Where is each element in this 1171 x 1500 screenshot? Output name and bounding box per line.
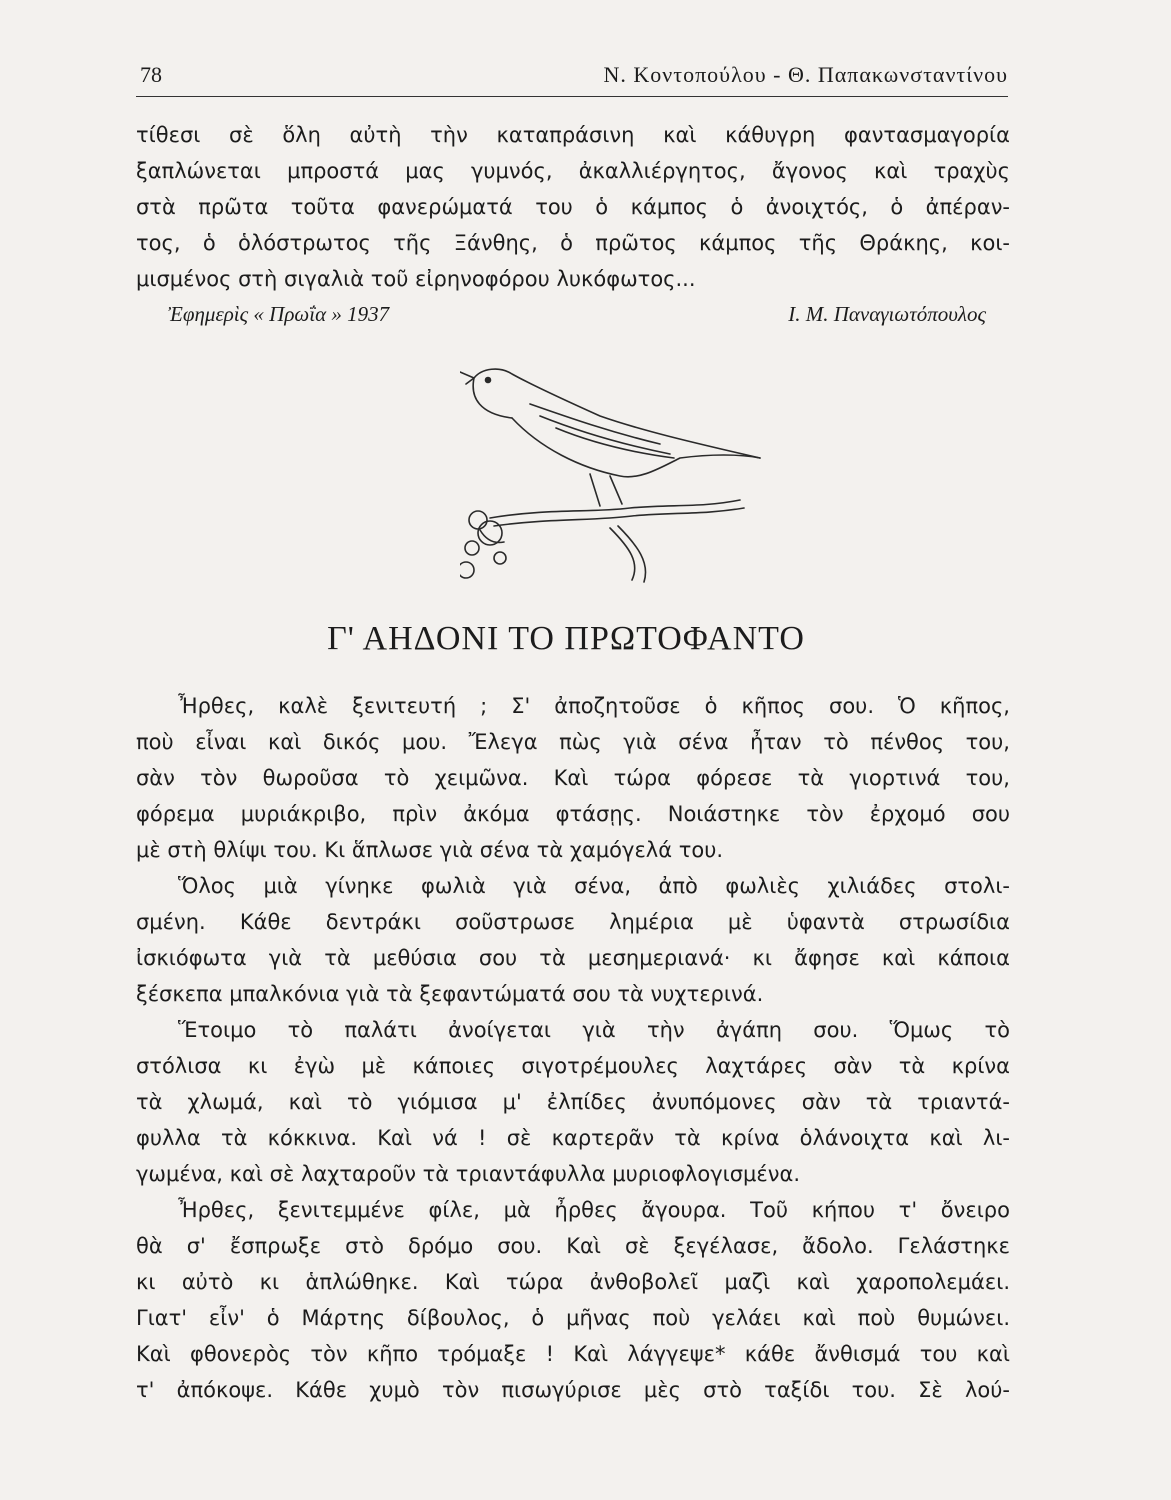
excerpt-line: τος, ὁ ὁλόστρωτος τῆς Ξάνθης, ὁ πρῶτος κάμπος τῆς Θράκης, κοι- [136, 231, 1010, 255]
body-line: γωμένα, καὶ σὲ λαχταροῦν τὰ τριαντάφυλλα μυριοφλογισμένα. [136, 1162, 801, 1186]
excerpt-line: στὰ πρῶτα τοῦτα φανερώματά του ὁ κάμπος ὁ ἀνοιχτός, ὁ ἀπέραν- [136, 195, 1010, 219]
body-line: κι αὐτὸ κι ἁπλώθηκε. Καὶ τώρα ἀνθοβολεῖ μαζὶ καὶ χαροπολεμάει. [136, 1270, 1010, 1294]
body-line: μὲ στὴ θλίψι του. Κι ἅπλωσε γιὰ σένα τὰ χαμόγελά του. [136, 838, 724, 862]
header-rule [136, 96, 1008, 97]
citation-author: Ι. Μ. Παναγιωτόπουλος [788, 302, 986, 326]
body-line: φόρεμα μυριάκριβο, πρὶν ἀκόμα φτάσῃς. Νοιάστηκε τὸν ἐρχομό σου [136, 802, 1010, 826]
excerpt-paragraph [136, 117, 1010, 297]
body-line: θὰ σ' ἔσπρωξε στὸ δρόμο σου. Καὶ σὲ ξεγέλασε, ἄδολο. Γελάστηκε [136, 1234, 1010, 1258]
chapter-title: Γ' ΑΗΔΟΝΙ ΤΟ ΠΡΩΤΟΦΑΝΤΟ [327, 620, 805, 657]
excerpt-line: τίθεσι σὲ ὅλη αὐτὴ τὴν καταπράσινη καὶ κάθυγρη φαντασμαγορία [136, 123, 1010, 147]
body-line: τὰ χλωμά, καὶ τὸ γιόμισα μ' ἐλπίδες ἀνυπόμονες σὰν τὰ τριαντά- [136, 1090, 1010, 1114]
nightingale-illustration [460, 358, 780, 590]
excerpt-line: μισμένος στὴ σιγαλιὰ τοῦ εἰρηνοφόρου λυκόφωτος... [136, 267, 696, 291]
body-line: Ἦρθες, ξενιτεμμένε φίλε, μὰ ἦρθες ἄγουρα. Τοῦ κήπου τ' ὄνειρο [178, 1198, 1010, 1222]
body-line: ξέσκεπα μπαλκόνια γιὰ τὰ ξεφαντώματά σου τὰ νυχτερινά. [136, 982, 764, 1006]
body-line: Ὅλος μιὰ γίνηκε φωλιὰ γιὰ σένα, ἀπὸ φωλιὲς χιλιάδες στολι- [178, 874, 1010, 898]
body-line: Ἕτοιμο τὸ παλάτι ἀνοίγεται γιὰ τὴν ἀγάπη σου. Ὅμως τὸ [178, 1018, 1010, 1042]
body-line: σὰν τὸν θωροῦσα τὸ χειμῶνα. Καὶ τώρα φόρεσε τὰ γιορτινά του, [136, 766, 1010, 790]
body-line: Ἦρθες, καλὲ ξενιτευτή ; Σ' ἀποζητοῦσε ὁ κῆπος σου. Ὁ κῆπος, [178, 694, 1010, 718]
body-line: φυλλα τὰ κόκκινα. Καὶ νά ! σὲ καρτερᾶν τὰ κρίνα ὁλάνοιχτα καὶ λι- [136, 1126, 1010, 1150]
body-line: Καὶ φθονερὸς τὸν κῆπο τρόμαξε ! Καὶ λάγγεψε* κάθε ἄνθισμά του καὶ [136, 1342, 1010, 1366]
body-line: τ' ἀπόκοψε. Κάθε χυμὸ τὸν πισωγύρισε μὲς στὸ ταξίδι του. Σὲ λού- [136, 1378, 1010, 1402]
body-line: ποὺ εἶναι καὶ δικός μου. Ἔλεγα πὼς γιὰ σένα ἦταν τὸ πένθος του, [136, 730, 1010, 754]
running-title: Ν. Κοντοπούλου - Θ. Παπακωνσταντίνου [603, 62, 1008, 87]
excerpt-line: ξαπλώνεται μπροστά μας γυμνός, ἀκαλλιέργητος, ἄγονος καὶ τραχὺς [136, 159, 1010, 183]
page-number: 78 [140, 62, 162, 87]
body-line: ἰσκιόφωτα γιὰ τὰ μεθύσια σου τὰ μεσημεριανά· κι ἄφησε καὶ κάποια [136, 946, 1010, 970]
body-line: σμένη. Κάθε δεντράκι σοῦστρωσε λημέρια μὲ ὑφαντὰ στρωσίδια [136, 910, 1010, 934]
excerpt-citation [136, 300, 986, 332]
citation-source: Ἐφημερὶς « Πρωΐα » 1937 [168, 302, 390, 326]
page-header [136, 58, 1008, 94]
body-line: Γιατ' εἶν' ὁ Μάρτης δίβουλος, ὁ μῆνας ποὺ γελάει καὶ ποὺ θυμώνει. [136, 1306, 1010, 1330]
body-line: στόλισα κι ἐγὼ μὲ κάποιες σιγοτρέμουλες λαχτάρες σὰν τὰ κρίνα [136, 1054, 1010, 1078]
body-text [136, 688, 1010, 1408]
